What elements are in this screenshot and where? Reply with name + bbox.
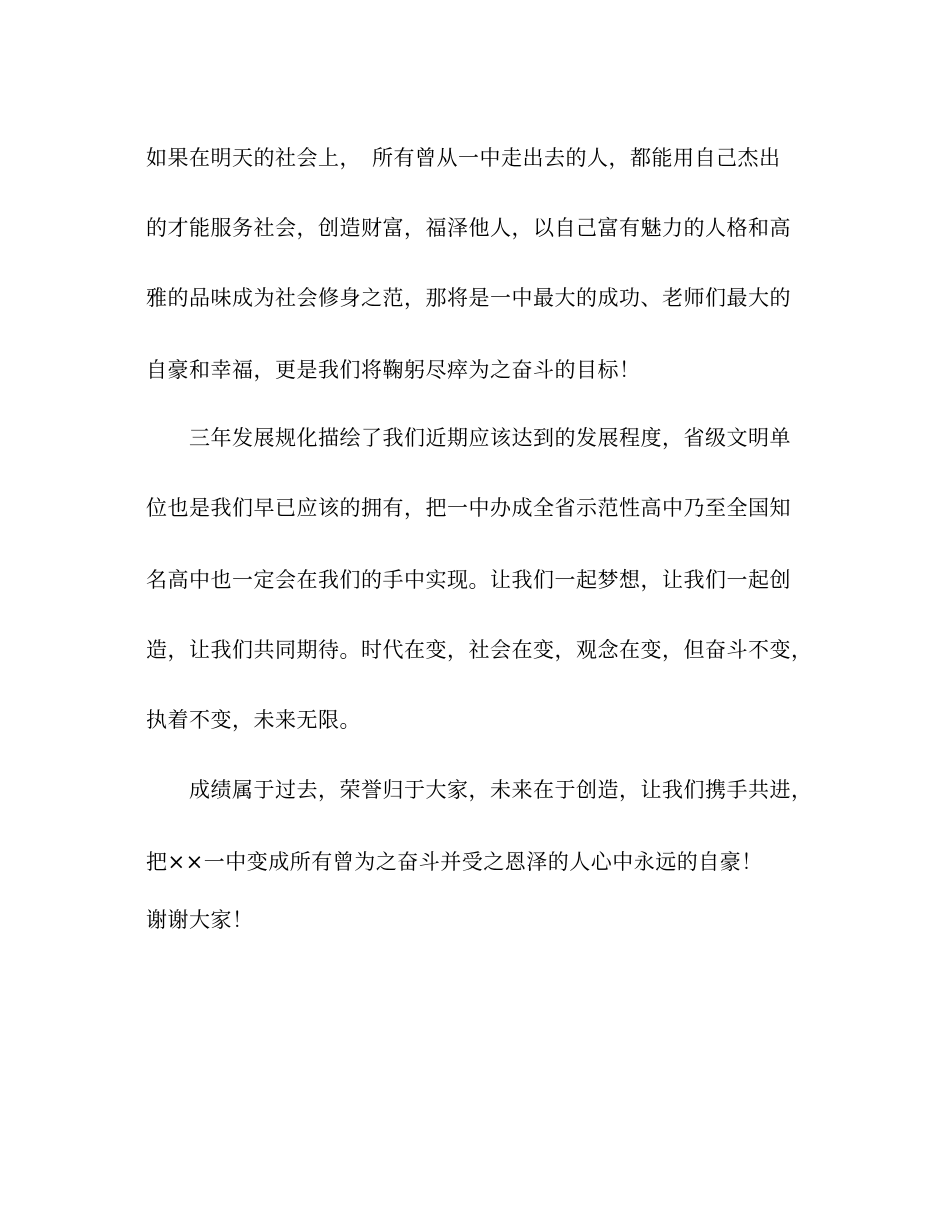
paragraph-1-line-3: 雅的品味成为社会修身之范，那将是一中最大的成功、老师们最大的 xyxy=(146,286,791,310)
paragraph-2-line-2: 位也是我们早已应该的拥有，把一中办成全省示范性高中乃至全国知 xyxy=(146,496,791,520)
paragraph-2-line-1: 三年发展规化描绘了我们近期应该达到的发展程度，省级文明单 xyxy=(189,426,791,450)
paragraph-1-line-2: 的才能服务社会，创造财富，福泽他人，以自己富有魅力的人格和高 xyxy=(146,216,791,240)
paragraph-1-line-4: 自豪和幸福，更是我们将鞠躬尽瘁为之奋斗的目标！ xyxy=(146,358,641,382)
paragraph-1-line-1: 如果在明天的社会上， 所有曾从一中走出去的人，都能用自己杰出 xyxy=(146,146,781,170)
paragraph-3-line-1: 成绩属于过去，荣誉归于大家，未来在于创造，让我们携手共进， xyxy=(189,778,813,802)
paragraph-2-line-4: 造，让我们共同期待。时代在变，社会在变，观念在变，但奋斗不变， xyxy=(146,638,813,662)
paragraph-2-line-3: 名高中也一定会在我们的手中实现。让我们一起梦想，让我们一起创 xyxy=(146,568,791,592)
paragraph-2-line-5: 执着不变，未来无限。 xyxy=(146,708,361,732)
paragraph-3-line-2: 把××一中变成所有曾为之奋斗并受之恩泽的人心中永远的自豪！ xyxy=(146,850,763,874)
closing-line: 谢谢大家！ xyxy=(146,908,254,932)
